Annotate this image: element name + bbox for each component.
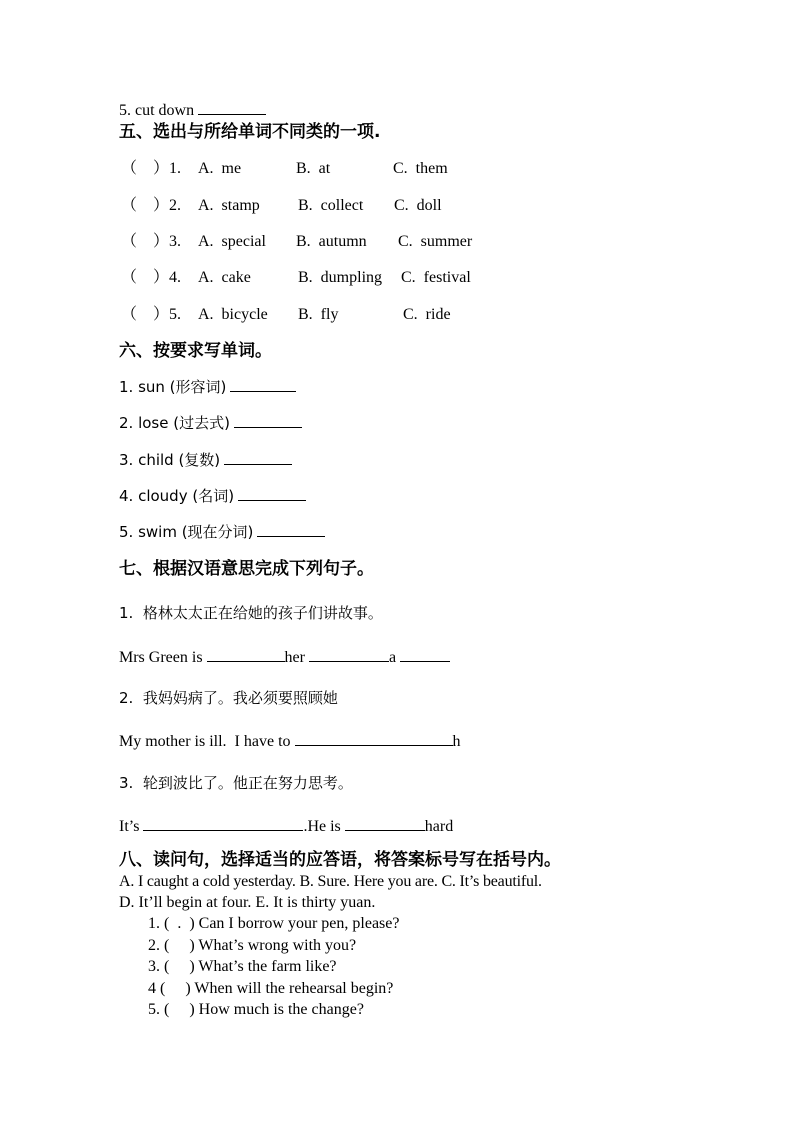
row-number: （ ）2.	[121, 197, 182, 214]
answer-blank[interactable]	[400, 647, 450, 662]
answer-blank[interactable]	[295, 731, 453, 746]
translation-cn-2: 2. 我妈妈病了。我必须要照顾她	[119, 689, 338, 707]
word-item	[119, 522, 325, 543]
option-c: C. ride	[403, 306, 451, 323]
answer-blank[interactable]	[198, 100, 266, 115]
sentence-part: her	[284, 649, 309, 666]
answer-blank[interactable]	[207, 647, 285, 662]
sentence-part: h	[452, 733, 461, 750]
option-c: C. festival	[401, 269, 471, 286]
section-8-title: 八、读问句，选择适当的应答语，将答案标号写在括号内。	[119, 850, 561, 870]
sentence-part: a	[388, 649, 401, 666]
row-number: （ ）5.	[121, 306, 182, 323]
translation-cn-3: 3. 轮到波比了。他正在努力思考。	[119, 774, 353, 792]
question-item: 2. ( ) What’s wrong with you?	[148, 937, 357, 954]
answer-blank[interactable]	[345, 816, 425, 831]
option-a: A. cake	[198, 269, 251, 286]
option-a: A. stamp	[198, 197, 260, 214]
sentence-part: Mrs Green is	[119, 649, 207, 666]
translation-cn-1: 1. 格林太太正在给她的孩子们讲故事。	[119, 604, 383, 622]
row-number: （ ）1.	[121, 160, 182, 177]
section-6-title: 六、按要求写单词。	[119, 341, 272, 361]
word-prompt: 1. sun (形容词)	[119, 378, 227, 396]
item-cut-down	[119, 100, 266, 121]
option-a: A. bicycle	[198, 306, 268, 323]
option-b: B. dumpling	[298, 269, 383, 286]
option-c: C. doll	[394, 197, 442, 214]
word-item	[119, 413, 302, 434]
word-prompt: 3. child (复数)	[119, 451, 221, 469]
answer-blank[interactable]	[230, 377, 296, 392]
answer-blank[interactable]	[309, 647, 389, 662]
word-prompt: 4. cloudy (名词)	[119, 487, 235, 505]
option-a: A. special	[198, 233, 266, 250]
word-prompt: 2. lose (过去式)	[119, 414, 230, 432]
word-item	[119, 486, 306, 507]
section-7-title: 七、根据汉语意思完成下列句子。	[119, 559, 374, 579]
option-b: B. autumn	[296, 233, 367, 250]
option-b: B. fly	[298, 306, 339, 323]
answer-blank[interactable]	[238, 486, 306, 501]
section-5-title: 五、选出与所给单词不同类的一项.	[119, 122, 381, 142]
option-c: C. them	[393, 160, 448, 177]
question-item: 4 ( ) When will the rehearsal begin?	[148, 980, 394, 997]
row-number: （ ）4.	[121, 269, 182, 286]
row-number: （ ）3.	[121, 233, 182, 250]
answer-options-line-2: D. It’ll begin at four. E. It is thirty yuan.	[119, 894, 376, 911]
translation-en-2	[119, 731, 461, 752]
answer-options-line-1: A. I caught a cold yesterday. B. Sure. Here you are. C. It’s beautiful.	[119, 873, 542, 890]
sentence-part: .He is	[303, 818, 345, 835]
word-item	[119, 450, 292, 471]
answer-blank[interactable]	[234, 413, 302, 428]
translation-en-3	[119, 816, 453, 837]
option-b: B. at	[296, 160, 331, 177]
sentence-part: It’s	[119, 818, 144, 835]
sentence-part: My mother is ill. I have to	[119, 733, 295, 750]
question-item: 1. ( . ) Can I borrow your pen, please?	[148, 915, 400, 932]
item-text: 5. cut down	[119, 102, 195, 119]
answer-blank[interactable]	[143, 816, 303, 831]
answer-blank[interactable]	[224, 450, 292, 465]
question-item: 5. ( ) How much is the change?	[148, 1001, 364, 1018]
translation-en-1	[119, 647, 450, 668]
question-item: 3. ( ) What’s the farm like?	[148, 958, 337, 975]
option-c: C. summer	[398, 233, 473, 250]
word-item	[119, 377, 296, 398]
word-prompt: 5. swim (现在分词)	[119, 523, 254, 541]
option-b: B. collect	[298, 197, 364, 214]
option-a: A. me	[198, 160, 242, 177]
sentence-part: hard	[424, 818, 454, 835]
answer-blank[interactable]	[257, 522, 325, 537]
